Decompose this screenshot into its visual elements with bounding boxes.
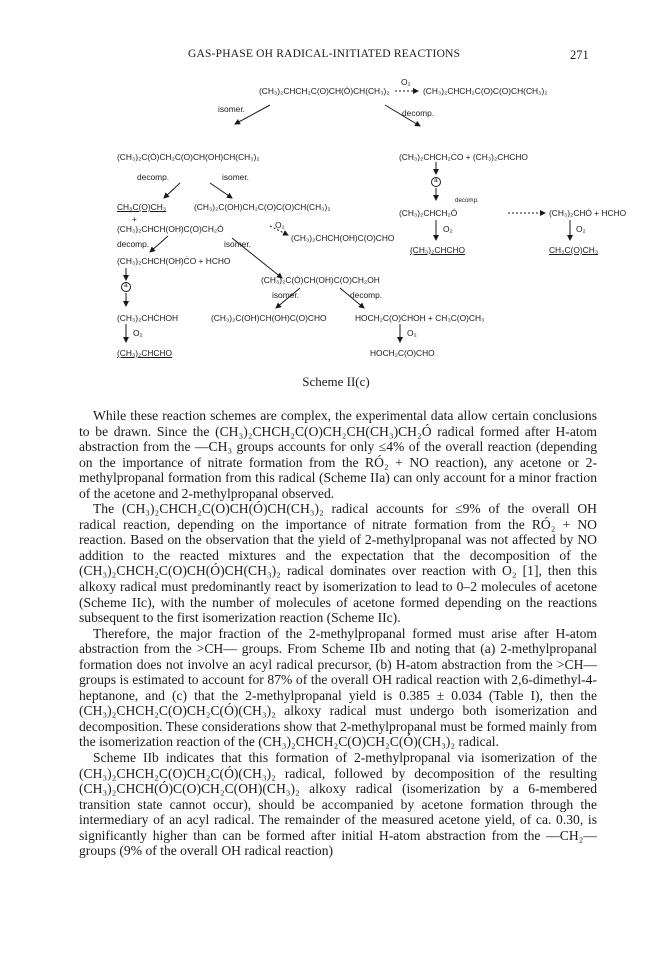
page-number: 271 [570,48,589,62]
methylpropanal-1: (CH₃)₂CHCHO [410,245,466,255]
arrow-decomp-3 [150,236,168,252]
methylpropanal-2: (CH₃)₂CHCHO [117,348,173,358]
o2-label-mid: O₂ [275,220,285,230]
decomp-label-2: decomp. [137,172,170,182]
circle-a-label-right: a [434,177,438,184]
hydroxyalkyl-radical: (CH₃)₂CHĊHOH [117,313,179,323]
reaction-scheme [0,77,672,400]
acetone-1: CH₃C(O)CH₃ [117,202,167,212]
o2-label-a: O₂ [443,224,453,234]
o2-label-b: O₂ [576,224,586,234]
isomer-label-4: isomer. [272,290,299,300]
top-product: (CH₃)₂CHCH₂C(O)C(O)CH(CH₃)₂ [423,86,548,96]
alkoxy-left: (CH₃)₂C(Ó)CH₂C(O)CH(OH)CH(CH₃)₂ [117,152,260,162]
decomp-label-3: decomp. [117,239,150,249]
bottom-products: HOCH₂C(O)ĊHOH + CH₃C(O)CH₃ [355,313,485,323]
circle-a-label-left: a [124,282,128,289]
right-products: (CH₃)₂CHCH₂ĊO + (CH₃)₂CHCHO [399,152,528,162]
hydroxy-glyoxal: HOCH₂C(O)CHO [370,348,435,358]
paragraph-3: Therefore, the major fraction of the 2-methylpropanal formed must arise after H-atom abstraction from the >CH— groups. From Scheme IIb and noting that (a) 2-methylpropanal formation does not involve an acyl radical precursor, (b) H-atom abstraction from the >CH— groups is estimated to account for 87% of the overall OH radical reaction with 2,6-dimethyl-4-heptanone, and (c) that the 2-methylpropanal yield is 0.385 ± 0.034 (Table I), then the (CH₃)₂CHCH₂C(O)CH₂C(Ó)(CH₃)₂ alkoxy radical must undergo both isomerization and decomposition. These considerations show that 2-methylpropanal must be formed mainly from the isomerization reaction of the (CH₃)₂CHCH₂C(O)CH₂C(Ó)(CH₃)₂ radical. [79,625,597,750]
plus-sign: + [132,214,137,224]
arrow-decomp-2 [164,183,180,198]
dihydroxy-aldehyde: (CH₃)₂C(OH)CH(OH)C(O)CHO [211,313,327,323]
arrow-isomer-2 [210,183,232,198]
isomer-label-2: isomer. [222,172,249,182]
isomer-label-1: isomer. [218,104,245,114]
scheme-caption: Scheme II(c) [302,374,370,389]
decomp-label-1: decomp. [402,108,435,118]
top-reactant: (CH₃)₂CHCH₂C(O)CH(Ó)CH(CH₃)₂ [259,86,390,96]
peroxy-alkoxy: (CH₃)₂CHCH(OH)C(O)CH₂Ó [117,224,224,234]
hydroxy-aldehyde: (CH₃)₂CHCH(OH)C(O)CHO [291,233,395,243]
decomp-label-small: decomp. [455,197,479,204]
acetone-2: CH₃C(O)CH₃ [549,245,599,255]
running-header-title: GAS-PHASE OH RADICAL-INITIATED REACTIONS [188,48,461,60]
acyl-products: (CH₃)₂CHCH(OH)ĊO + HCHO [117,256,231,266]
paragraph-4: Scheme IIb indicates that this formation of 2-methylpropanal via isomerization of the (CH₃)₂CHCH₂C(O)CH₂C(Ó)(CH₃)₂ radical, followed by decomposition of the resulting (CH₃)₂CHCH(Ó)C(O)CH₂C(OH)(CH₃)₂ alkoxy radical (isomerization by a 6-membered transition state cannot occur), should be accompanied by acetone formation through the intermediary of an acyl radical. The remainder of the measured acetone yield, of ca. 0.30, is significantly higher than can be formed after initial H-atom abstraction from the —CH₂— groups (9% of the overall OH radical reaction) [79,750,597,859]
isopropyl-products: (CH₃)₂CHÓ + HCHO [549,208,627,218]
running-header [0,48,672,68]
hydroxy-radical: (CH₃)₂C(OH)CH₂C(O)C(O)CH(CH₃)₂ [194,202,331,212]
isomer-label-3: isomer. [224,239,251,249]
paragraph-2: The (CH₃)₂CHCH₂C(O)CH(Ó)CH(CH₃)₂ radical accounts for ≤9% of the overall OH radical reaction, depending on the importance of nitrate formation from the RÓ₂ + NO reaction. Based on the observation that the yield of 2-methylpropanal was not affected by NO addition to the reacted mixtures and the expectation that the decomposition of the (CH₃)₂CHCH₂C(O)CH(Ó)CH(CH₃)₂ radical dominates over reaction with O₂ [1], then this alkoxy radical must predominantly react by isomerization to lead to 0–2 molecules of acetone (Scheme IIc), with the number of molecules of acetone formed depending on the reactions subsequent to the first isomerization reaction (Scheme IIc). [79,501,597,626]
o2-label-c: O₂ [133,328,143,338]
o2-label-d: O₂ [407,328,417,338]
alkoxy-lower: (CH₃)₂C(Ó)CH(OH)C(O)CH₂OH [261,275,380,285]
body-text [79,408,597,859]
o2-label-top: O₂ [401,77,411,87]
butoxy-radical: (CH₃)₂CHCH₂Ó [399,208,458,218]
scheme-arrows [0,77,672,380]
decomp-label-4: decomp. [350,290,383,300]
paragraph-1: While these reaction schemes are complex, the experimental data allow certain conclusions to be drawn. Since the (CH₃)₂CHCH₂C(O)CH₂CH(CH₃)CH₂Ó radical formed after H-atom abstraction from the —CH₃ groups accounts for only ≤4% of the overall reaction (depending on the importance of nitrate formation from the RÓ₂ + NO reaction), any acetone or 2-methylpropanal formation from this radical (Scheme IIa) can only account for a minor fraction of the acetone and 2-methylpropanal observed. [79,408,597,501]
